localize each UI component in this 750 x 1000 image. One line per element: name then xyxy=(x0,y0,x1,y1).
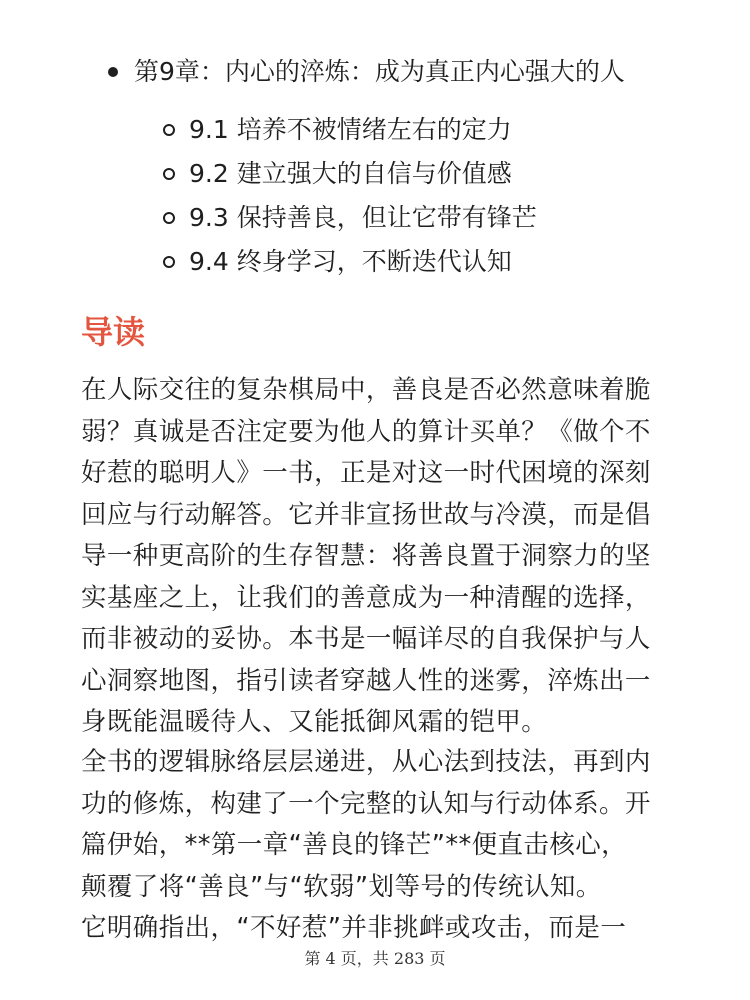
section-item xyxy=(163,196,537,240)
section-item xyxy=(163,108,537,152)
text-line: 实基座之上，让我们的善意成为一种清醒的选择， xyxy=(81,582,651,613)
chapter-title: 第9章：内心的淬炼：成为真正内心强大的人 xyxy=(134,57,625,86)
text-line: 而非被动的妥协。本书是一幅详尽的自我保护与人 xyxy=(81,624,651,654)
bullet-icon xyxy=(108,67,118,77)
text-line: 心洞察地图，指引读者穿越人性的迷雾，淬炼出一 xyxy=(81,665,651,696)
page-footer: 第 4 页，共 283 页 xyxy=(304,949,446,968)
text-line: 篇伊始，**第一章“善良的锋芒”**便直击核心， xyxy=(81,830,628,860)
section-label: 9.3 保持善良，但让它带有锋芒 xyxy=(189,203,537,232)
circle-bullet-icon xyxy=(163,168,175,180)
text-line: 功的修炼，构建了一个完整的认知与行动体系。开 xyxy=(81,788,651,819)
paragraph-structure xyxy=(81,742,671,950)
text-line: 颠覆了将“善良”与“软弱”划等号的传统认知。 xyxy=(81,871,602,902)
text-line: 导一种更高阶的生存智慧：将善良置于洞察力的坚 xyxy=(81,541,651,571)
text-line: 好惹的聪明人》一书，正是对这一时代困境的深刻 xyxy=(81,458,651,488)
text-line: 在人际交往的复杂棋局中，善良是否必然意味着脆 xyxy=(81,375,651,405)
section-label: 9.1 培养不被情绪左右的定力 xyxy=(189,115,512,144)
chapter-title-item xyxy=(108,52,625,92)
section-item xyxy=(163,240,537,284)
section-heading: 导读 xyxy=(81,313,146,351)
circle-bullet-icon xyxy=(163,124,175,136)
text-line: 回应与行动解答。它并非宣扬世故与冷漠，而是倡 xyxy=(81,499,651,530)
text-line: 全书的逻辑脉络层层递进，从心法到技法，再到内 xyxy=(81,747,651,777)
text-line: 它明确指出，“不好惹”并非挑衅或攻击，而是一 xyxy=(81,913,627,943)
paragraph-intro xyxy=(81,370,671,744)
section-label: 9.4 终身学习，不断迭代认知 xyxy=(189,247,512,276)
text-line: 身既能温暖待人、又能抵御风霜的铠甲。 xyxy=(81,707,548,737)
circle-bullet-icon xyxy=(163,212,175,224)
section-item xyxy=(163,152,537,196)
section-label: 9.2 建立强大的自信与价值感 xyxy=(189,159,512,188)
text-line: 弱？真诚是否注定要为他人的算计买单？《做个不 xyxy=(81,416,651,447)
section-list xyxy=(163,108,537,284)
circle-bullet-icon xyxy=(163,256,175,268)
